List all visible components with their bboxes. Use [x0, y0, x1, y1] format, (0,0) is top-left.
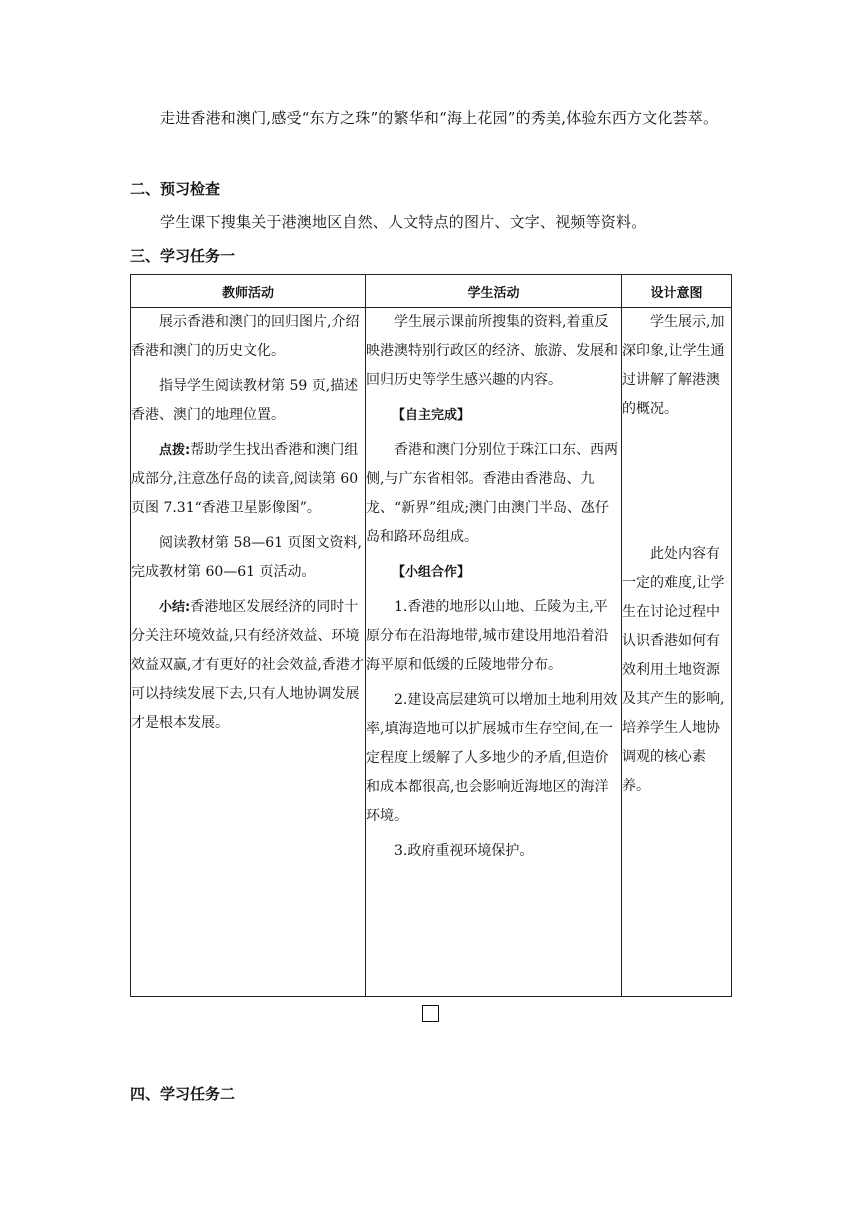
teacher-p3	[131, 436, 365, 523]
student-p5: 3.政府重视环境保护。	[394, 843, 534, 859]
teacher-p4: 阅读教材第 58—61 页图文资料,完成教材第 60—61 页活动。	[131, 535, 362, 580]
summary-text: 香港地区发展经济的同时十分关注环境效益,只有经济效益、环境效益双赢,才有更好的社会效益,香港才可以持续发展下去,只有人地协调发展才是根本发展。	[131, 599, 364, 731]
design-p2: 此处内容有一定的难度,让学生在讨论过程中认识香港如何有效利用土地资源及其产生的影响,培养学生人地协调观的核心素养。	[622, 546, 725, 794]
teacher-p5	[131, 593, 365, 738]
design-intent-cell	[622, 308, 732, 997]
header-design: 设计意图	[622, 275, 732, 308]
section2-heading: 二、预习检查	[130, 180, 221, 198]
section3-heading: 三、学习任务一	[130, 247, 236, 265]
hint-label: 点拨:	[159, 443, 191, 458]
checkbox-placeholder	[422, 1005, 439, 1022]
intro-paragraph: 走进香港和澳门,感受“东方之珠”的繁华和“海上花园”的秀美,体验东西方文化荟萃。	[160, 109, 719, 127]
summary-label: 小结:	[159, 600, 191, 615]
student-p4: 2.建设高层建筑可以增加土地利用效率,填海造地可以扩展城市生存空间,在一定程度上缓解了人多地少的矛盾,但造价和成本都很高,也会影响近海地区的海洋环境。	[366, 692, 618, 824]
teacher-activity-cell	[131, 308, 366, 997]
teacher-p2: 指导学生阅读教材第 59 页,描述香港、澳门的地理位置。	[131, 378, 359, 423]
group-work-tag: 【小组合作】	[392, 565, 471, 580]
section4-heading: 四、学习任务二	[130, 1085, 236, 1103]
learning-task-table	[130, 274, 732, 997]
teacher-p1: 展示香港和澳门的回归图片,介绍香港和澳门的历史文化。	[131, 314, 360, 359]
student-p3: 1.香港的地形以山地、丘陵为主,平原分布在沿海地带,城市建设用地沿着沿海平原和低缓的丘陵地带分布。	[366, 599, 609, 673]
table-header-row	[131, 275, 732, 308]
hint-text: 帮助学生找出香港和澳门组成部分,注意氹仔岛的读音,阅读第 60 页图 7.31“香港卫星影像图”。	[131, 442, 359, 516]
header-teacher: 教师活动	[131, 275, 366, 308]
design-p1: 学生展示,加深印象,让学生通过讲解了解港澳的概况。	[622, 314, 725, 417]
section2-text: 学生课下搜集关于港澳地区自然、人文特点的图片、文字、视频等资料。	[160, 213, 647, 231]
student-activity-cell	[366, 308, 622, 997]
header-student: 学生活动	[366, 275, 622, 308]
table-row	[131, 308, 732, 997]
student-p2: 香港和澳门分别位于珠江口东、西两侧,与广东省相邻。香港由香港岛、九龙、“新界”组成;澳门由澳门半岛、氹仔岛和路环岛组成。	[366, 442, 618, 545]
self-complete-tag: 【自主完成】	[392, 408, 471, 423]
student-p1: 学生展示课前所搜集的资料,着重反映港澳特别行政区的经济、旅游、发展和回归历史等学生感兴趣的内容。	[366, 314, 618, 388]
